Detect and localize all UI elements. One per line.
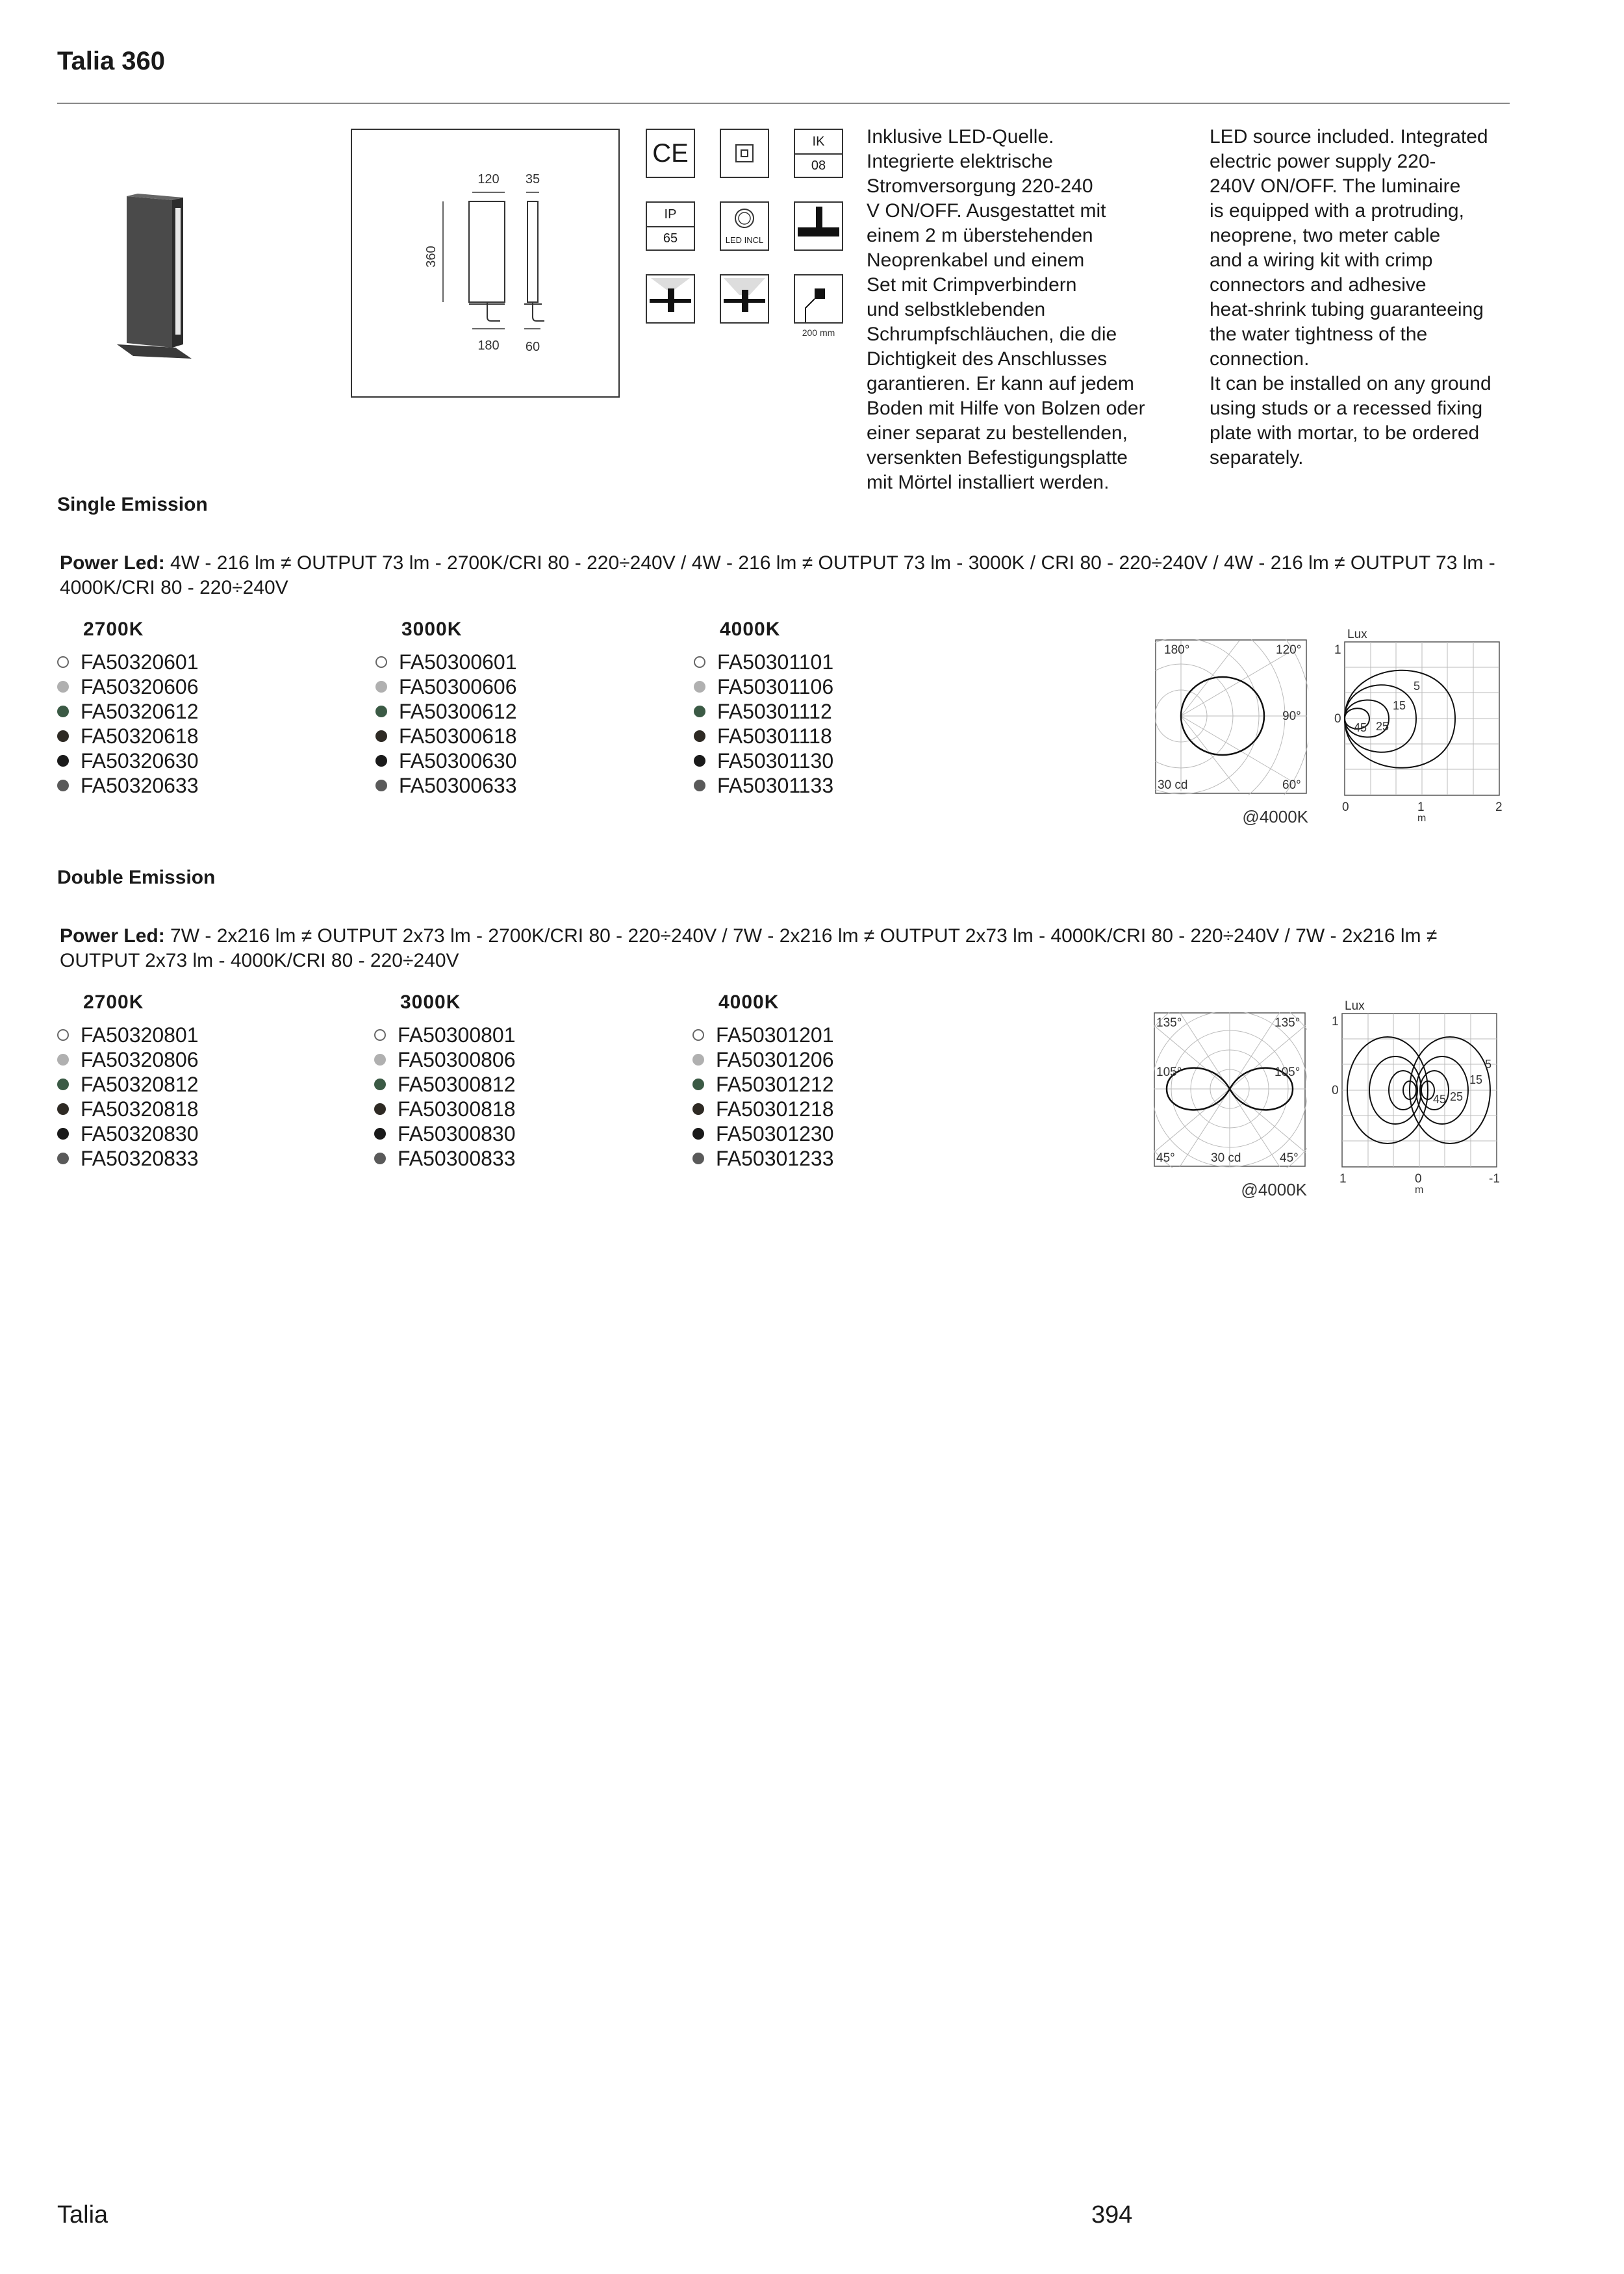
- cable-length-icon: [794, 274, 843, 324]
- color-grey-icon: [375, 681, 387, 693]
- list-item: FA50320618: [57, 724, 199, 748]
- color-white-icon: [694, 656, 705, 668]
- single-polar-diagram: [1155, 639, 1308, 795]
- single-lux-diagram: [1325, 625, 1514, 826]
- single-power-led: Power Led: 4W - 216 lm ≠ OUTPUT 73 lm - 2700K/CRI 80 - 220÷240V / 4W - 216 lm ≠ OUTPUT 73 lm - 3000K / CRI 80 - 220÷240V / 4W - 216 lm ≠ OUTPUT 73 lm - 4000K/CRI 80 - 220÷240V: [60, 552, 1495, 598]
- color-white-icon: [375, 656, 387, 668]
- dimension-drawing: [352, 130, 618, 396]
- double-polar-diagram: [1154, 1012, 1307, 1168]
- color-white-icon: [374, 1029, 386, 1041]
- dim-base-depth: 60: [525, 340, 540, 354]
- color-green-icon: [374, 1079, 386, 1090]
- angle-label: 45°: [1156, 1151, 1175, 1165]
- double-codes-4000k: [692, 1023, 834, 1171]
- color-brown-icon: [57, 1103, 69, 1115]
- list-item: FA50320606: [57, 674, 199, 699]
- list-item: FA50320812: [57, 1072, 199, 1097]
- color-anthracite-icon: [375, 780, 387, 791]
- list-item: FA50300806: [374, 1047, 516, 1072]
- single-codes-4000k: [694, 650, 833, 798]
- ground-install-icon: [794, 201, 843, 251]
- color-black-icon: [375, 755, 387, 767]
- angle-label: 135°: [1275, 1016, 1300, 1030]
- color-brown-icon: [375, 730, 387, 742]
- list-item: FA50300630: [375, 748, 517, 773]
- list-item: FA50301133: [694, 773, 833, 798]
- tick-label: 0: [1334, 712, 1341, 726]
- color-grey-icon: [374, 1054, 386, 1066]
- color-brown-icon: [692, 1103, 704, 1115]
- list-item: FA50320630: [57, 748, 199, 773]
- single-col-4000k: [720, 619, 780, 641]
- intensity-label: 30 cd: [1211, 1151, 1241, 1165]
- color-green-icon: [57, 706, 69, 717]
- double-col-3000k: [400, 991, 461, 1014]
- isolux-label: 45: [1433, 1093, 1447, 1106]
- list-item: FA50320830: [57, 1121, 199, 1146]
- lux-axis-label: Lux: [1345, 999, 1365, 1013]
- column-head: 2700K: [83, 619, 144, 640]
- footer-brand: Talia: [57, 2201, 108, 2229]
- tick-label: 1: [1334, 643, 1341, 657]
- list-item: FA50320833: [57, 1146, 199, 1171]
- ik-rating-icon: IK 08: [794, 129, 843, 178]
- color-anthracite-icon: [57, 780, 69, 791]
- isolux-label: 5: [1414, 680, 1421, 693]
- column-head: 4000K: [720, 619, 781, 640]
- list-item: FA50300612: [375, 699, 517, 724]
- dim-base-width: 180: [477, 339, 500, 353]
- ip-rating-icon: IP 65: [646, 201, 695, 251]
- list-item: FA50301206: [692, 1047, 834, 1072]
- list-item: FA50300812: [374, 1072, 516, 1097]
- color-anthracite-icon: [694, 780, 705, 791]
- isolux-label: 25: [1450, 1090, 1464, 1103]
- list-item: FA50301130: [694, 748, 833, 773]
- isolux-label: 25: [1376, 720, 1389, 733]
- color-black-icon: [694, 755, 705, 767]
- double-col-4000k: [718, 991, 779, 1014]
- single-col-3000k: [401, 619, 462, 641]
- single-polar-caption: @4000K: [1242, 807, 1308, 826]
- list-item: FA50301212: [692, 1072, 834, 1097]
- double-power-led: Power Led: 7W - 2x216 lm ≠ OUTPUT 2x73 lm - 2700K/CRI 80 - 220÷240V / 7W - 2x216 lm ≠ OUTPUT 2x73 lm - 4000K/CRI 80 - 220÷240V / 7W - 2x216 lm ≠ OUTPUT 2x73 lm - 4000K/CRI 80 - 220÷240V: [60, 925, 1438, 971]
- isolux-label: 15: [1469, 1073, 1483, 1086]
- dim-width: 120: [477, 172, 500, 186]
- list-item: FA50301201: [692, 1023, 834, 1047]
- list-item: FA50301233: [692, 1146, 834, 1171]
- description-german: Inklusive LED-Quelle. Integrierte elektrische Stromversorgung 220-240 V ON/OFF. Ausgestattet mit einem 2 m überstehenden Neoprenkabel und einem Set mit Crimpverbindern und selbstklebenden Schrumpfschläuchen, die die Dichtigkeit des Anschlusses garantieren. Er kann auf jedem Boden mit Hilfe von Bolzen oder einer separat zu bestellenden, versenkten Befestigungsplatte mit Mörtel installiert werden.: [867, 126, 1145, 493]
- color-brown-icon: [694, 730, 705, 742]
- color-grey-icon: [692, 1054, 704, 1066]
- list-item: FA50300618: [375, 724, 517, 748]
- color-green-icon: [694, 706, 705, 717]
- color-anthracite-icon: [692, 1153, 704, 1164]
- tick-label: 1: [1417, 800, 1425, 814]
- color-white-icon: [57, 656, 69, 668]
- double-polar-caption: @4000K: [1241, 1180, 1307, 1199]
- list-item: FA50301112: [694, 699, 833, 724]
- tick-label: -1: [1489, 1172, 1500, 1186]
- color-black-icon: [57, 1128, 69, 1140]
- column-head: 2700K: [83, 991, 144, 1013]
- tick-label: 2: [1495, 800, 1503, 814]
- color-anthracite-icon: [57, 1153, 69, 1164]
- tick-label: 1: [1332, 1015, 1339, 1028]
- color-black-icon: [374, 1128, 386, 1140]
- list-item: FA50300633: [375, 773, 517, 798]
- angle-label: 45°: [1280, 1151, 1299, 1165]
- single-codes-2700k: [57, 650, 199, 798]
- list-item: FA50300601: [375, 650, 517, 674]
- list-item: FA50301106: [694, 674, 833, 699]
- color-grey-icon: [694, 681, 705, 693]
- description-english: LED source included. Integrated electric power supply 220- 240V ON/OFF. The luminaire is equipped with a protruding, neoprene, two meter cable and a wiring kit with crimp connectors and adhesive heat-shrink tubing guaranteeing the water tightness of the connection. It can be installed on any ground using studs or a recessed fixing plate with mortar, to be ordered separately.: [1210, 126, 1491, 468]
- angle-label: 105°: [1156, 1066, 1182, 1079]
- isolux-label: 45: [1354, 721, 1367, 734]
- list-item: FA50300830: [374, 1121, 516, 1146]
- lux-axis-label: Lux: [1347, 628, 1367, 641]
- light-direction-up-icon: [646, 274, 695, 324]
- page-number: 394: [1091, 2201, 1133, 2229]
- list-item: FA50300606: [375, 674, 517, 699]
- isolux-label: 5: [1485, 1058, 1492, 1071]
- dim-height: 360: [424, 246, 438, 268]
- double-lux-diagram: [1323, 997, 1511, 1198]
- ce-mark-icon: CE: [646, 129, 695, 178]
- color-grey-icon: [57, 681, 69, 693]
- double-codes-3000k: [374, 1023, 516, 1171]
- double-emission-title: Double Emission: [57, 867, 216, 888]
- color-black-icon: [57, 755, 69, 767]
- list-item: FA50301218: [692, 1097, 834, 1121]
- list-item: FA50320612: [57, 699, 199, 724]
- unit-label: m: [1415, 1184, 1424, 1195]
- dim-depth: 35: [525, 172, 540, 186]
- color-green-icon: [692, 1079, 704, 1090]
- color-green-icon: [375, 706, 387, 717]
- list-item: FA50320801: [57, 1023, 199, 1047]
- angle-label: 90°: [1282, 709, 1301, 723]
- angle-label: 120°: [1276, 643, 1302, 657]
- light-direction-side-icon: [720, 274, 769, 324]
- list-item: FA50300818: [374, 1097, 516, 1121]
- led-included-icon: LED INCL: [720, 201, 769, 251]
- color-brown-icon: [374, 1103, 386, 1115]
- list-item: FA50320818: [57, 1097, 199, 1121]
- list-item: FA50320806: [57, 1047, 199, 1072]
- tick-label: 0: [1342, 800, 1349, 814]
- page-title: Talia 360: [57, 47, 166, 75]
- single-codes-3000k: [375, 650, 517, 798]
- single-emission-title: Single Emission: [57, 494, 208, 515]
- intensity-label: 30 cd: [1158, 778, 1188, 792]
- angle-label: 105°: [1275, 1066, 1300, 1079]
- color-white-icon: [57, 1029, 69, 1041]
- color-black-icon: [692, 1128, 704, 1140]
- tick-label: 0: [1415, 1172, 1422, 1186]
- angle-label: 180°: [1164, 643, 1190, 657]
- color-anthracite-icon: [374, 1153, 386, 1164]
- double-col-2700k: [83, 991, 144, 1014]
- column-head: 3000K: [400, 991, 461, 1013]
- angle-label: 60°: [1282, 778, 1301, 792]
- header-divider: [57, 103, 1510, 104]
- class-ii-icon: [720, 129, 769, 178]
- isolux-label: 15: [1393, 699, 1406, 712]
- list-item: FA50300801: [374, 1023, 516, 1047]
- list-item: FA50301101: [694, 650, 833, 674]
- column-head: 3000K: [401, 619, 463, 640]
- product-photo: [110, 188, 195, 364]
- unit-label: m: [1417, 813, 1427, 824]
- technical-drawing: [351, 129, 620, 398]
- list-item: FA50320633: [57, 773, 199, 798]
- column-head: 4000K: [718, 991, 780, 1013]
- color-green-icon: [57, 1079, 69, 1090]
- tick-label: 0: [1332, 1084, 1339, 1097]
- single-col-2700k: [83, 619, 144, 641]
- double-codes-2700k: [57, 1023, 199, 1171]
- color-grey-icon: [57, 1054, 69, 1066]
- cable-length-label: 200 mm: [802, 327, 835, 338]
- color-white-icon: [692, 1029, 704, 1041]
- list-item: FA50301118: [694, 724, 833, 748]
- angle-label: 135°: [1156, 1016, 1182, 1030]
- list-item: FA50301230: [692, 1121, 834, 1146]
- list-item: FA50300833: [374, 1146, 516, 1171]
- tick-label: 1: [1339, 1172, 1347, 1186]
- color-brown-icon: [57, 730, 69, 742]
- list-item: FA50320601: [57, 650, 199, 674]
